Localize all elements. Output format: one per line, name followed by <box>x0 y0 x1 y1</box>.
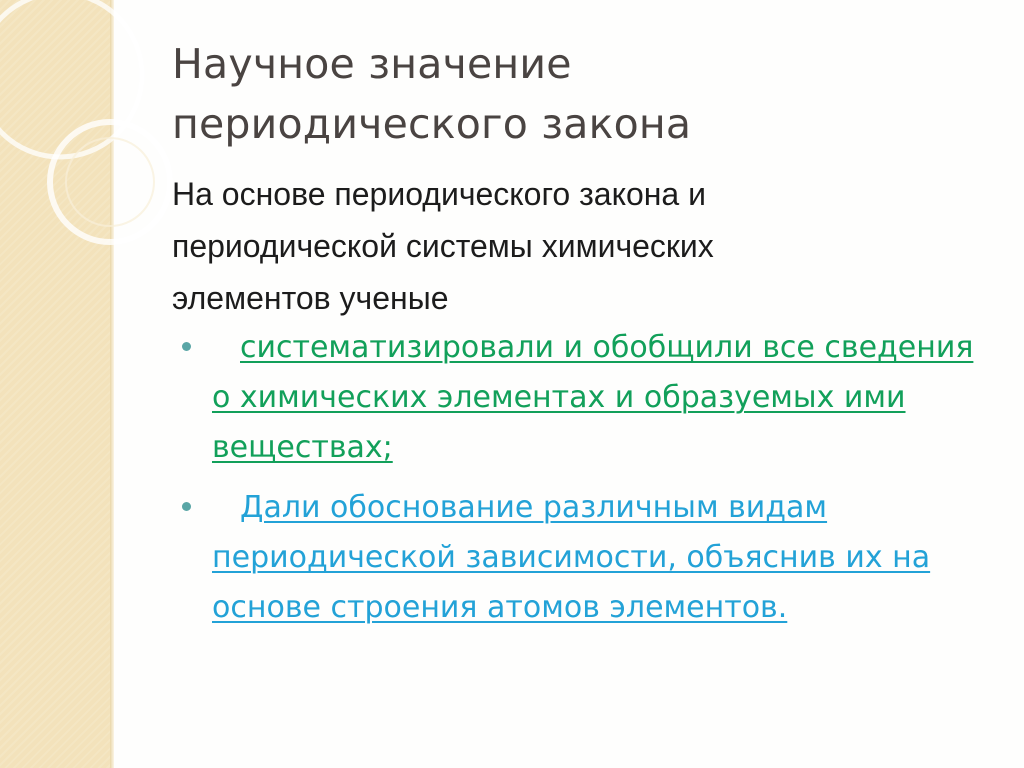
ring-inner <box>66 138 154 226</box>
bullet-list <box>172 323 992 643</box>
title-line-1: Научное значение <box>172 40 572 88</box>
slide-title <box>172 34 992 154</box>
decorative-rings <box>0 0 180 260</box>
intro-line-3: элементов ученые <box>172 280 449 316</box>
bullet-dot-icon <box>182 342 191 351</box>
intro-line-2: периодической системы химических <box>172 228 714 264</box>
bullet-link-systematized[interactable]: систематизировали и обобщили все сведения о химических элементах и образуемых ими веществах; <box>212 330 974 465</box>
intro-text <box>172 168 972 324</box>
title-line-2: периодического закона <box>172 100 692 148</box>
bullet-item-systematized <box>172 323 992 473</box>
bullet-item-justification <box>172 483 992 633</box>
bullet-dot-icon <box>182 502 191 511</box>
intro-line-1: На основе периодического закона и <box>172 176 706 212</box>
bullet-link-justification[interactable]: Дали обоснование различным видам периодической зависимости, объяснив их на основе строения атомов элементов. <box>212 490 931 625</box>
